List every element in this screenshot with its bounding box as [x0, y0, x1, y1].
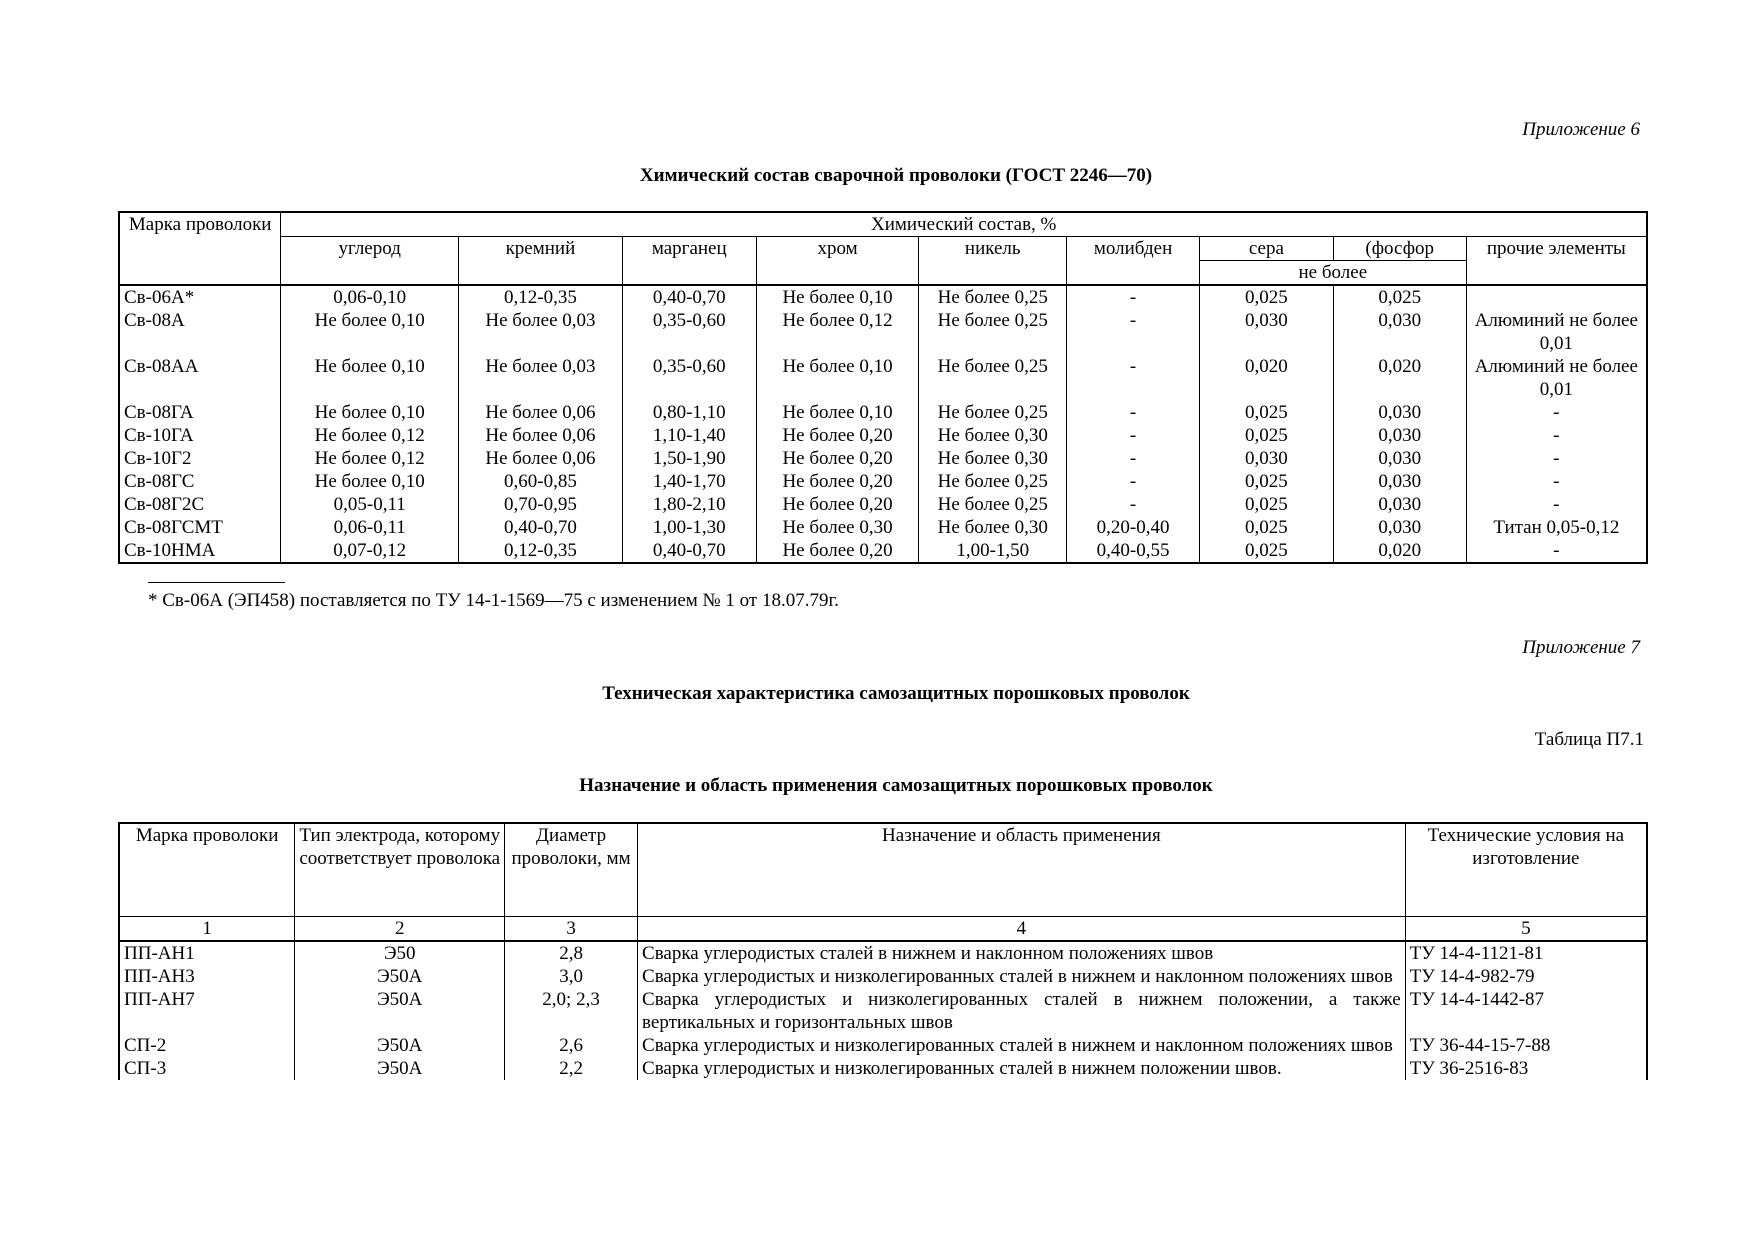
table-cell: Э50А: [295, 988, 505, 1034]
table-cell: 2,8: [505, 941, 638, 965]
table-row: [119, 1034, 1647, 1057]
powder-wire-table: [118, 822, 1648, 1080]
table-cell: 1,00-1,50: [919, 539, 1067, 563]
table-cell: 0,35-0,60: [622, 309, 756, 355]
table-cell: 0,06-0,10: [281, 285, 459, 309]
table-cell: -: [1466, 401, 1647, 424]
wire-grade-cell: Св-10НМА: [119, 539, 281, 563]
table-cell: [1466, 285, 1647, 309]
table-cell: 0,12-0,35: [459, 285, 623, 309]
table-row: [119, 539, 1647, 563]
table-cell: Не более 0,25: [919, 470, 1067, 493]
column-number: 3: [505, 917, 638, 942]
wire-grade-cell: ПП-АН7: [119, 988, 295, 1034]
table-cell: Э50А: [295, 1057, 505, 1080]
wire-grade-cell: СП-2: [119, 1034, 295, 1057]
column-number: 2: [295, 917, 505, 942]
header-sulfur: сера: [1200, 237, 1334, 261]
table-cell: -: [1067, 355, 1200, 401]
header-chem-composition: Химический состав, %: [281, 212, 1647, 237]
table-cell: 0,12-0,35: [459, 539, 623, 563]
table-cell: Не более 0,03: [459, 309, 623, 355]
table-cell: Не более 0,25: [919, 285, 1067, 309]
table-cell: 2,6: [505, 1034, 638, 1057]
table-cell: 0,025: [1200, 493, 1334, 516]
table-cell: Не более 0,10: [756, 401, 919, 424]
table-row: [119, 965, 1647, 988]
wire-grade-cell: Св-08Г2С: [119, 493, 281, 516]
table-cell: 0,70-0,95: [459, 493, 623, 516]
table-cell: 0,030: [1200, 309, 1334, 355]
table-cell: Не более 0,12: [756, 309, 919, 355]
table-cell: -: [1466, 493, 1647, 516]
header-chromium: хром: [756, 237, 919, 286]
table-row: [119, 1057, 1647, 1080]
table-cell: 0,40-0,70: [622, 539, 756, 563]
table-cell: 0,020: [1200, 355, 1334, 401]
header-tech-conditions: Технические условия на изготовление: [1405, 823, 1647, 917]
table-cell: Не более 0,30: [919, 447, 1067, 470]
table-cell: Не более 0,20: [756, 424, 919, 447]
table-cell: Не более 0,30: [919, 516, 1067, 539]
table-cell: 2,2: [505, 1057, 638, 1080]
table-cell: 0,020: [1333, 539, 1466, 563]
table-cell: 1,80-2,10: [622, 493, 756, 516]
header-electrode-type: Тип электрода, которому соответствует проволока: [295, 823, 505, 917]
table-cell: 0,025: [1200, 539, 1334, 563]
table-cell: 0,20-0,40: [1067, 516, 1200, 539]
table-row: [119, 988, 1647, 1034]
table-cell: Не более 0,30: [756, 516, 919, 539]
header-manganese: марганец: [622, 237, 756, 286]
table-cell: Не более 0,20: [756, 470, 919, 493]
table-row: [119, 285, 1647, 309]
table-cell: 0,025: [1200, 516, 1334, 539]
table-cell: 0,030: [1333, 470, 1466, 493]
table-label: Таблица П7.1: [1534, 729, 1644, 750]
table-cell: -: [1067, 309, 1200, 355]
table-cell: 0,40-0,70: [622, 285, 756, 309]
table-cell: -: [1466, 539, 1647, 563]
table-cell: 0,030: [1333, 516, 1466, 539]
table-cell: Не более 0,06: [459, 447, 623, 470]
header-phosphorus: (фосфор: [1333, 237, 1466, 261]
table-cell: Не более 0,06: [459, 424, 623, 447]
table-cell: Э50А: [295, 1034, 505, 1057]
table-row: [119, 355, 1647, 401]
table-cell: 3,0: [505, 965, 638, 988]
wire-grade-cell: Св-08ГС: [119, 470, 281, 493]
table-cell: Э50А: [295, 965, 505, 988]
wire-grade-cell: Св-10ГА: [119, 424, 281, 447]
table-cell: Не более 0,25: [919, 401, 1067, 424]
table-cell: 0,05-0,11: [281, 493, 459, 516]
table-cell: 0,025: [1200, 424, 1334, 447]
table-row: [119, 516, 1647, 539]
table-cell: 0,025: [1200, 470, 1334, 493]
table-cell: Не более 0,25: [919, 309, 1067, 355]
table-row: [119, 941, 1647, 965]
header-silicon: кремний: [459, 237, 623, 286]
footnote: * Св-06А (ЭП458) поставляется по ТУ 14-1-1569—75 с изменением № 1 от 18.07.79г.: [148, 590, 839, 611]
table-cell: 1,00-1,30: [622, 516, 756, 539]
table-cell: 0,07-0,12: [281, 539, 459, 563]
table-cell: 0,35-0,60: [622, 355, 756, 401]
table-cell: -: [1067, 493, 1200, 516]
table-cell: Не более 0,25: [919, 493, 1067, 516]
table-cell: Не более 0,10: [281, 355, 459, 401]
header-wire-grade: Марка проволоки: [119, 823, 295, 917]
table-cell: -: [1067, 401, 1200, 424]
table-cell: 1,50-1,90: [622, 447, 756, 470]
table-cell: 1,10-1,40: [622, 424, 756, 447]
table-cell: Не более 0,12: [281, 447, 459, 470]
wire-grade-cell: Св-10Г2: [119, 447, 281, 470]
table-cell: Сварка углеродистых и низколегированных сталей в нижнем положении швов.: [638, 1057, 1406, 1080]
column-number: 5: [1405, 917, 1647, 942]
table-cell: Э50: [295, 941, 505, 965]
wire-grade-cell: ПП-АН1: [119, 941, 295, 965]
table-row: [119, 470, 1647, 493]
table-cell: -: [1067, 285, 1200, 309]
wire-grade-cell: ПП-АН3: [119, 965, 295, 988]
table-cell: Не более 0,10: [756, 285, 919, 309]
table-cell: 0,030: [1333, 493, 1466, 516]
header-molybdenum: молибден: [1067, 237, 1200, 286]
table-cell: Не более 0,20: [756, 493, 919, 516]
table-cell: Сварка углеродистых сталей в нижнем и наклонном положениях швов: [638, 941, 1406, 965]
table-cell: -: [1466, 447, 1647, 470]
header-not-more: не более: [1200, 261, 1467, 286]
table-cell: Не более 0,10: [281, 309, 459, 355]
table-cell: 0,020: [1333, 355, 1466, 401]
table-cell: Не более 0,10: [756, 355, 919, 401]
column-number: 1: [119, 917, 295, 942]
table-cell: ТУ 14-4-1442-87: [1405, 988, 1647, 1034]
table-cell: Не более 0,03: [459, 355, 623, 401]
table-cell: Не более 0,06: [459, 401, 623, 424]
column-number: 4: [638, 917, 1406, 942]
table-cell: Алюминий не более 0,01: [1466, 309, 1647, 355]
wire-grade-cell: Св-08АА: [119, 355, 281, 401]
table-cell: Сварка углеродистых и низколегированных сталей в нижнем и наклонном положениях швов: [638, 965, 1406, 988]
header-other-elements: прочие элементы: [1466, 237, 1647, 286]
footnote-separator: [148, 582, 285, 583]
table-cell: Не более 0,12: [281, 424, 459, 447]
chemical-composition-table: [118, 211, 1648, 564]
table-1-title: Химический состав сварочной проволоки (ГОСТ 2246—70): [639, 165, 1153, 186]
wire-grade-cell: СП-3: [119, 1057, 295, 1080]
table-cell: 0,030: [1333, 309, 1466, 355]
wire-grade-cell: Св-08ГСМТ: [119, 516, 281, 539]
table-cell: Не более 0,20: [756, 447, 919, 470]
table-cell: Не более 0,20: [756, 539, 919, 563]
table-cell: Не более 0,30: [919, 424, 1067, 447]
table-cell: 0,030: [1200, 447, 1334, 470]
header-carbon: углерод: [281, 237, 459, 286]
table-cell: 0,60-0,85: [459, 470, 623, 493]
table-cell: Алюминий не более 0,01: [1466, 355, 1647, 401]
table-cell: ТУ 36-44-15-7-88: [1405, 1034, 1647, 1057]
table-cell: -: [1067, 447, 1200, 470]
table-cell: Не более 0,10: [281, 470, 459, 493]
table-cell: Сварка углеродистых и низколегированных сталей в нижнем и наклонном положениях швов: [638, 1034, 1406, 1057]
header-diameter: Диаметр проволоки, мм: [505, 823, 638, 917]
table-cell: -: [1466, 424, 1647, 447]
table-2-title: Назначение и область применения самозащитных порошковых проволок: [579, 775, 1213, 796]
table-cell: ТУ 14-4-1121-81: [1405, 941, 1647, 965]
table-cell: -: [1067, 424, 1200, 447]
table-cell: -: [1466, 470, 1647, 493]
wire-grade-cell: Св-08ГА: [119, 401, 281, 424]
table-cell: Сварка углеродистых и низколегированных сталей в нижнем положении, а также вертикальных и горизонтальных швов: [638, 988, 1406, 1034]
table-cell: ТУ 36-2516-83: [1405, 1057, 1647, 1080]
table-cell: Титан 0,05-0,12: [1466, 516, 1647, 539]
section-7-title: Техническая характеристика самозащитных порошковых проволок: [602, 683, 1190, 704]
header-nickel: никель: [919, 237, 1067, 286]
table-row: [119, 309, 1647, 355]
header-purpose: Назначение и область применения: [638, 823, 1406, 917]
wire-grade-cell: Св-08А: [119, 309, 281, 355]
table-cell: 0,025: [1333, 285, 1466, 309]
table-row: [119, 424, 1647, 447]
wire-grade-cell: Св-06А*: [119, 285, 281, 309]
table-row: [119, 493, 1647, 516]
table-cell: 2,0; 2,3: [505, 988, 638, 1034]
header-marka: Марка проволоки: [119, 212, 281, 285]
appendix-6-label: Приложение 6: [1522, 119, 1640, 140]
table-cell: 0,40-0,55: [1067, 539, 1200, 563]
table-cell: 0,40-0,70: [459, 516, 623, 539]
table-cell: Не более 0,10: [281, 401, 459, 424]
table-cell: -: [1067, 470, 1200, 493]
table-cell: 1,40-1,70: [622, 470, 756, 493]
table-cell: 0,06-0,11: [281, 516, 459, 539]
appendix-7-label: Приложение 7: [1522, 637, 1640, 658]
table-cell: 0,030: [1333, 401, 1466, 424]
table-cell: 0,030: [1333, 424, 1466, 447]
table-row: [119, 401, 1647, 424]
table-cell: 0,025: [1200, 285, 1334, 309]
table-cell: ТУ 14-4-982-79: [1405, 965, 1647, 988]
table-cell: 0,030: [1333, 447, 1466, 470]
table-cell: Не более 0,25: [919, 355, 1067, 401]
table-cell: 0,025: [1200, 401, 1334, 424]
table-row: [119, 447, 1647, 470]
table-cell: 0,80-1,10: [622, 401, 756, 424]
